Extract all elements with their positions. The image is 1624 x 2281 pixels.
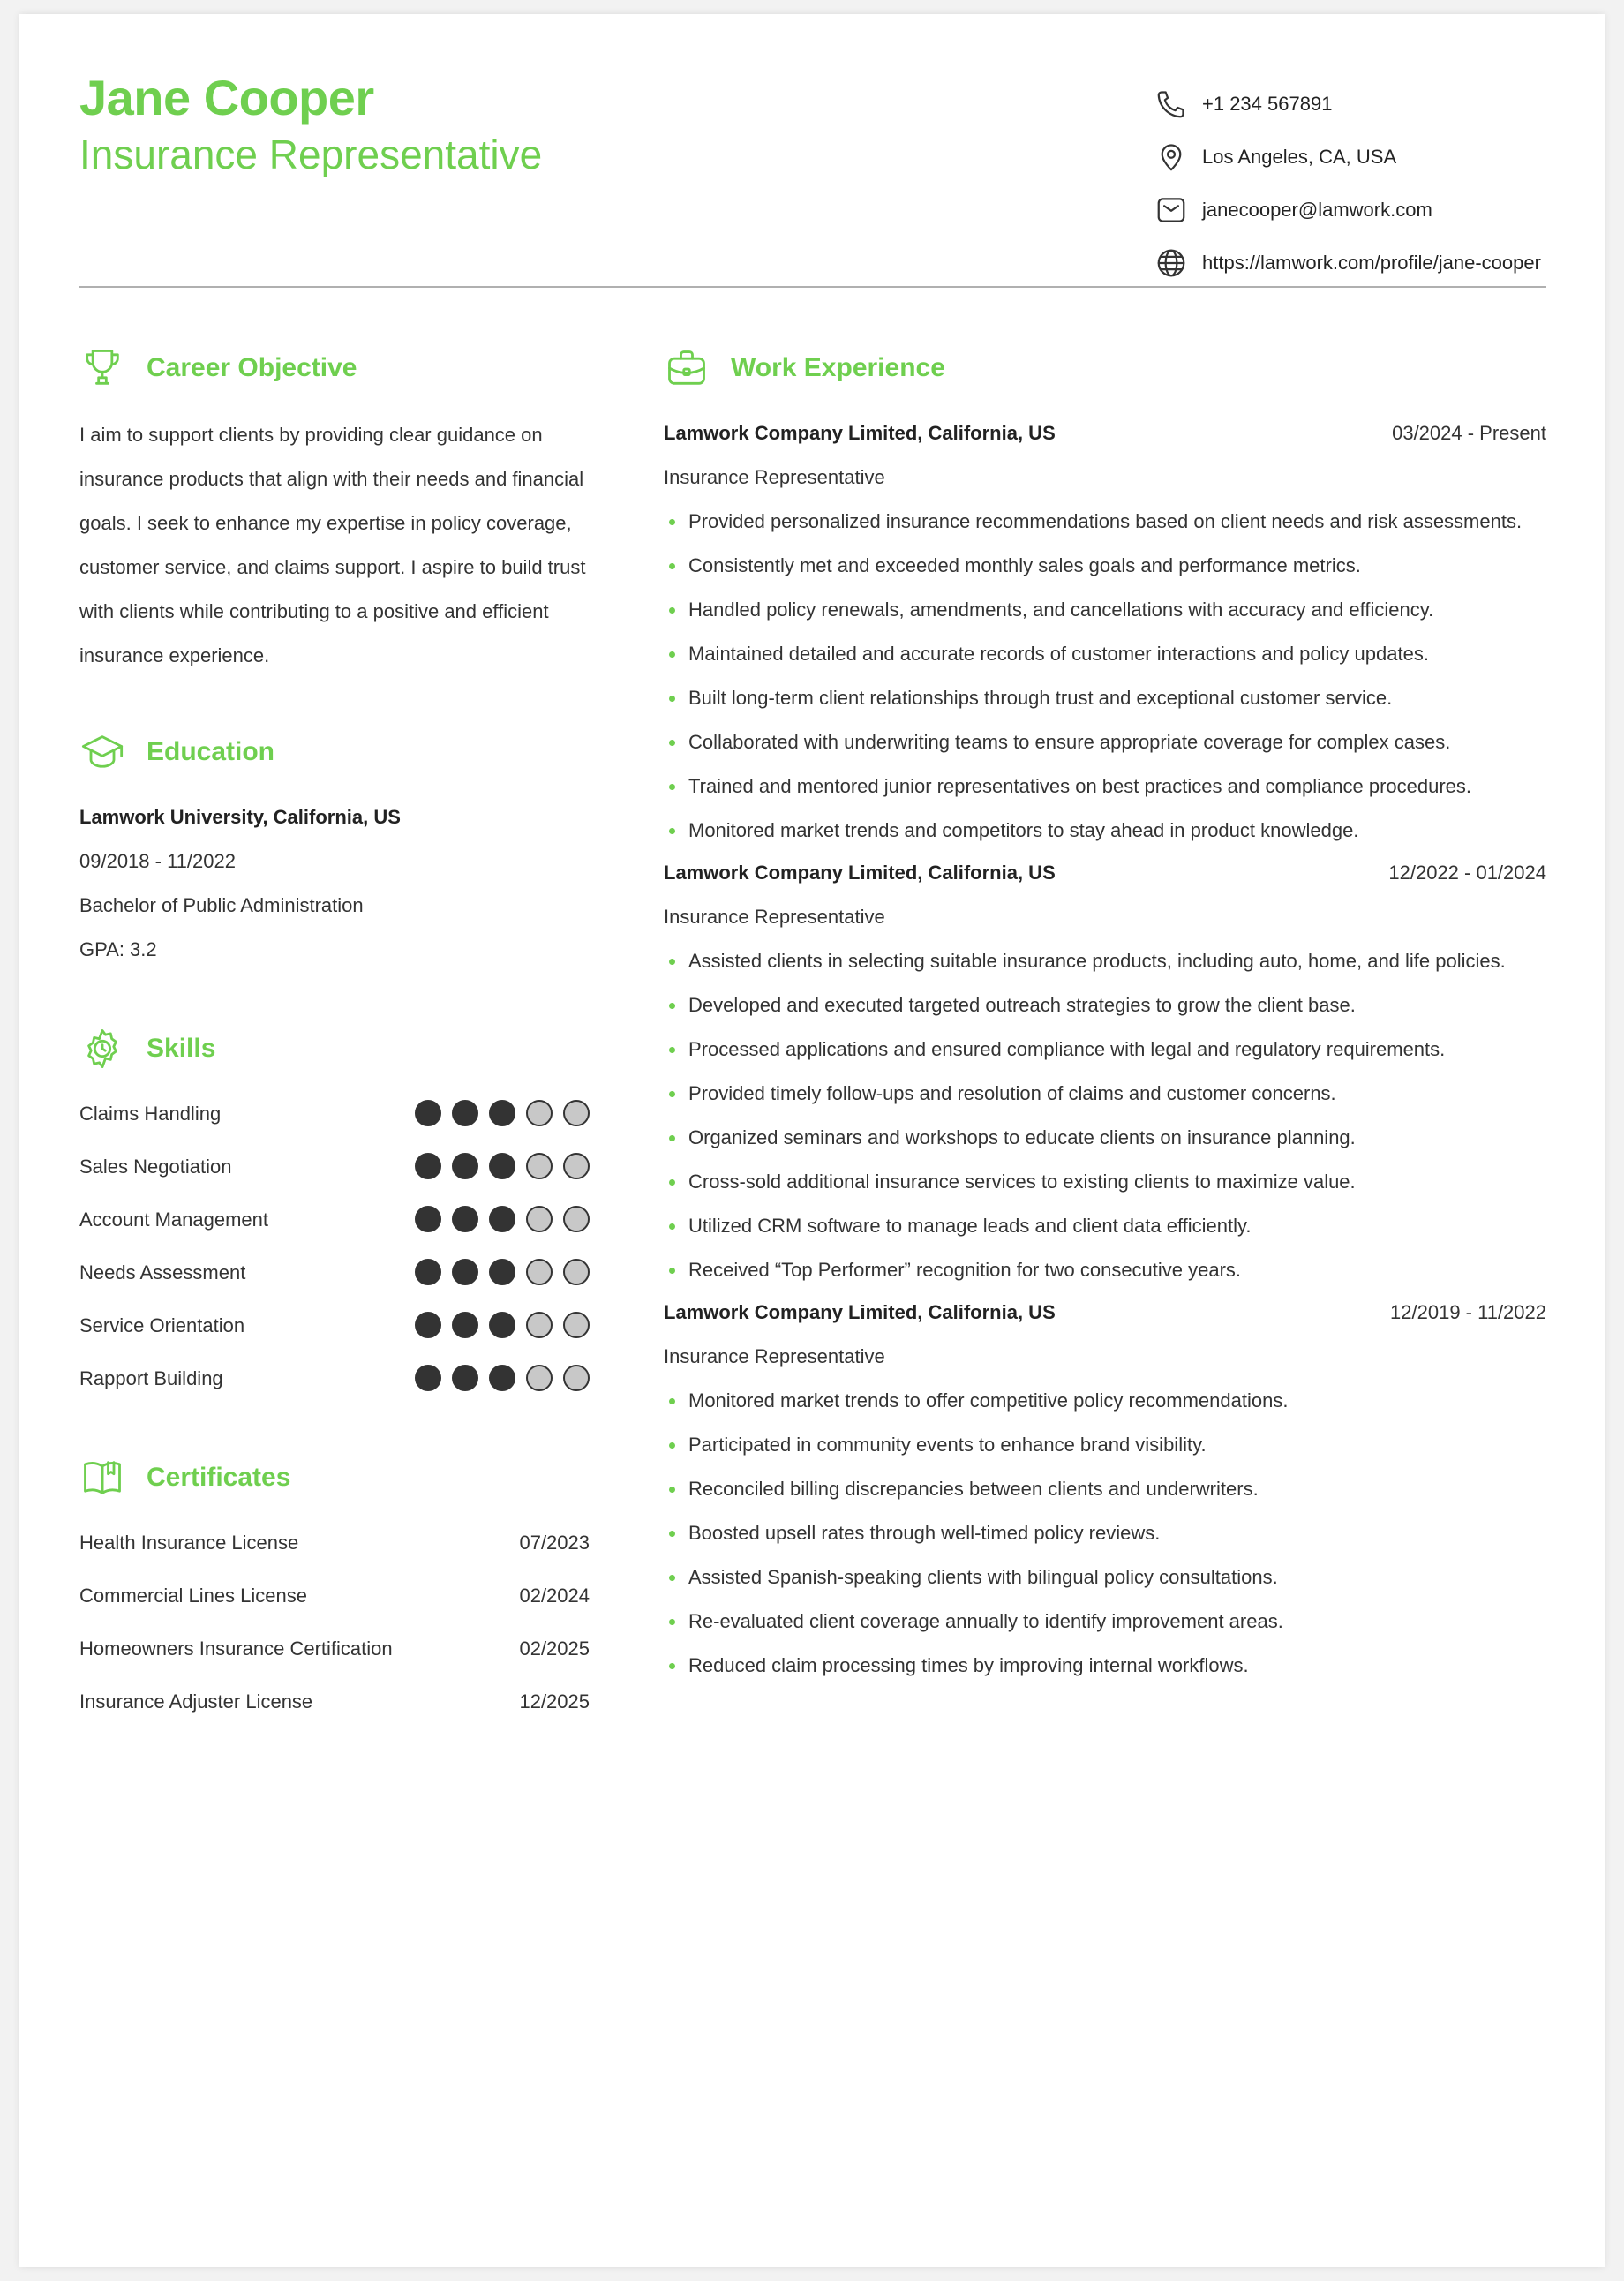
- skill-name: Sales Negotiation: [79, 1156, 232, 1178]
- list-item: Monitored market trends and competitors to stay ahead in product knowledge.: [664, 809, 1522, 853]
- skill-name: Service Orientation: [79, 1314, 245, 1336]
- skills-heading: [79, 1026, 215, 1072]
- list-item: Assisted clients in selecting suitable insurance products, including auto, home, and life policies.: [664, 939, 1506, 983]
- list-item: Maintained detailed and accurate records of customer interactions and policy updates.: [664, 632, 1522, 676]
- skill-rating: [415, 1259, 600, 1285]
- rating-dot-empty: [563, 1259, 590, 1285]
- section-title: Career Objective: [147, 353, 357, 382]
- resume-page: [19, 14, 1605, 2267]
- education-degree: Bachelor of Public Administration: [79, 894, 364, 916]
- rating-dot-filled: [452, 1365, 478, 1391]
- skill-name: Rapport Building: [79, 1367, 223, 1389]
- rating-dot-empty: [563, 1312, 590, 1338]
- rating-dot-filled: [452, 1153, 478, 1179]
- job-bullets: [664, 1379, 1288, 1688]
- location-pin-icon: [1154, 140, 1188, 174]
- list-item: Cross-sold additional insurance services to existing clients to maximize value.: [664, 1160, 1506, 1204]
- job-dates: 12/2019 - 11/2022: [1390, 1301, 1546, 1323]
- candidate-name: Jane Cooper: [79, 70, 374, 125]
- list-item: Developed and executed targeted outreach strategies to grow the client base.: [664, 983, 1506, 1028]
- work-experience-heading: [664, 345, 945, 391]
- rating-dot-empty: [526, 1365, 553, 1391]
- globe-icon: [1154, 246, 1188, 280]
- section-title: Skills: [147, 1034, 216, 1063]
- list-item: Boosted upsell rates through well-timed policy reviews.: [664, 1511, 1288, 1555]
- list-item: Handled policy renewals, amendments, and cancellations with accuracy and efficiency.: [664, 588, 1522, 632]
- section-title: Certificates: [147, 1463, 291, 1492]
- contact-list: [1154, 78, 1560, 290]
- briefcase-icon: [664, 345, 710, 391]
- list-item: Processed applications and ensured compliance with legal and regulatory requirements.: [664, 1028, 1506, 1072]
- rating-dot-empty: [563, 1365, 590, 1391]
- list-item: Organized seminars and workshops to educate clients on insurance planning.: [664, 1116, 1506, 1160]
- rating-dot-filled: [415, 1206, 441, 1232]
- objective-line: insurance products that align with their needs and financial: [79, 468, 584, 490]
- skill-rating: [415, 1100, 600, 1126]
- rating-dot-filled: [415, 1312, 441, 1338]
- education-heading: [79, 729, 274, 775]
- job-dates: 12/2022 - 01/2024: [1388, 862, 1546, 884]
- rating-dot-filled: [489, 1153, 515, 1179]
- objective-line: I aim to support clients by providing clear guidance on: [79, 424, 543, 446]
- list-item: Participated in community events to enhance brand visibility.: [664, 1423, 1288, 1467]
- email-link[interactable]: janecooper@lamwork.com: [1202, 199, 1432, 221]
- rating-dot-filled: [489, 1312, 515, 1338]
- gear-icon: [79, 1026, 125, 1072]
- list-item: Trained and mentored junior representatives on best practices and compliance procedures.: [664, 764, 1522, 809]
- certificate-name: Health Insurance License: [79, 1532, 299, 1554]
- skill-rating: [415, 1153, 600, 1179]
- contact-email: [1154, 184, 1560, 237]
- job-position: Insurance Representative: [664, 906, 885, 928]
- rating-dot-filled: [489, 1206, 515, 1232]
- list-item: Provided personalized insurance recommendations based on client needs and risk assessments.: [664, 500, 1522, 544]
- certificate-name: Commercial Lines License: [79, 1585, 307, 1607]
- book-icon: [79, 1455, 125, 1501]
- skill-rating: [415, 1312, 600, 1338]
- objective-line: goals. I seek to enhance my expertise in policy coverage,: [79, 512, 572, 534]
- website-link[interactable]: https://lamwork.com/profile/jane-cooper: [1202, 252, 1541, 274]
- rating-dot-filled: [415, 1259, 441, 1285]
- job-dates: 03/2024 - Present: [1392, 422, 1546, 444]
- career-objective-heading: [79, 345, 357, 391]
- trophy-icon: [79, 345, 125, 391]
- rating-dot-empty: [526, 1259, 553, 1285]
- rating-dot-filled: [415, 1100, 441, 1126]
- rating-dot-filled: [452, 1100, 478, 1126]
- list-item: Re-evaluated client coverage annually to identify improvement areas.: [664, 1600, 1288, 1644]
- objective-line: customer service, and claims support. I aspire to build trust: [79, 556, 586, 578]
- education-school: Lamwork University, California, US: [79, 806, 401, 828]
- list-item: Collaborated with underwriting teams to ensure appropriate coverage for complex cases.: [664, 720, 1522, 764]
- list-item: Reduced claim processing times by improving internal workflows.: [664, 1644, 1288, 1688]
- section-title: Work Experience: [731, 353, 945, 382]
- rating-dot-filled: [489, 1100, 515, 1126]
- header-divider: [79, 286, 1546, 288]
- list-item: Monitored market trends to offer competitive policy recommendations.: [664, 1379, 1288, 1423]
- skill-rating: [415, 1206, 600, 1232]
- education-gpa: GPA: 3.2: [79, 938, 157, 960]
- career-objective-text: [79, 413, 591, 678]
- list-item: Provided timely follow-ups and resolution of claims and customer concerns.: [664, 1072, 1506, 1116]
- objective-line: insurance experience.: [79, 644, 270, 666]
- list-item: Received “Top Performer” recognition for two consecutive years.: [664, 1248, 1506, 1292]
- rating-dot-filled: [415, 1365, 441, 1391]
- location-text: Los Angeles, CA, USA: [1202, 146, 1397, 168]
- education-dates: 09/2018 - 11/2022: [79, 850, 236, 872]
- rating-dot-filled: [489, 1365, 515, 1391]
- objective-line: with clients while contributing to a positive and efficient: [79, 600, 549, 622]
- skill-name: Account Management: [79, 1208, 269, 1231]
- certificate-date: 02/2025: [519, 1637, 590, 1660]
- job-company: Lamwork Company Limited, California, US: [664, 1301, 1056, 1323]
- rating-dot-filled: [415, 1153, 441, 1179]
- certificates-heading: [79, 1455, 290, 1501]
- rating-dot-empty: [563, 1100, 590, 1126]
- section-title: Education: [147, 737, 275, 766]
- job-position: Insurance Representative: [664, 1345, 885, 1367]
- list-item: Built long-term client relationships through trust and exceptional customer service.: [664, 676, 1522, 720]
- list-item: Assisted Spanish-speaking clients with bilingual policy consultations.: [664, 1555, 1288, 1600]
- list-item: Utilized CRM software to manage leads and client data efficiently.: [664, 1204, 1506, 1248]
- phone-icon: [1154, 87, 1188, 121]
- rating-dot-filled: [489, 1259, 515, 1285]
- contact-phone: [1154, 78, 1560, 131]
- list-item: Reconciled billing discrepancies between clients and underwriters.: [664, 1467, 1288, 1511]
- job-company: Lamwork Company Limited, California, US: [664, 862, 1056, 884]
- job-bullets: [664, 939, 1506, 1292]
- rating-dot-empty: [526, 1100, 553, 1126]
- rating-dot-empty: [526, 1153, 553, 1179]
- contact-location: [1154, 131, 1560, 184]
- candidate-title: Insurance Representative: [79, 132, 543, 177]
- skill-name: Claims Handling: [79, 1103, 222, 1125]
- rating-dot-filled: [452, 1312, 478, 1338]
- rating-dot-filled: [452, 1259, 478, 1285]
- rating-dot-empty: [563, 1206, 590, 1232]
- contact-website: [1154, 237, 1560, 290]
- rating-dot-empty: [526, 1312, 553, 1338]
- rating-dot-empty: [526, 1206, 553, 1232]
- job-bullets: [664, 500, 1522, 853]
- certificate-date: 12/2025: [519, 1690, 590, 1713]
- job-position: Insurance Representative: [664, 466, 885, 488]
- skill-name: Needs Assessment: [79, 1261, 246, 1284]
- list-item: Consistently met and exceeded monthly sales goals and performance metrics.: [664, 544, 1522, 588]
- certificate-date: 02/2024: [519, 1585, 590, 1607]
- certificate-name: Homeowners Insurance Certification: [79, 1637, 393, 1660]
- certificate-name: Insurance Adjuster License: [79, 1690, 313, 1713]
- certificate-date: 07/2023: [519, 1532, 590, 1554]
- rating-dot-filled: [452, 1206, 478, 1232]
- phone-text[interactable]: +1 234 567891: [1202, 93, 1333, 115]
- rating-dot-empty: [563, 1153, 590, 1179]
- graduation-cap-icon: [79, 729, 125, 775]
- mail-icon: [1154, 193, 1188, 227]
- skill-rating: [415, 1365, 600, 1391]
- job-company: Lamwork Company Limited, California, US: [664, 422, 1056, 444]
